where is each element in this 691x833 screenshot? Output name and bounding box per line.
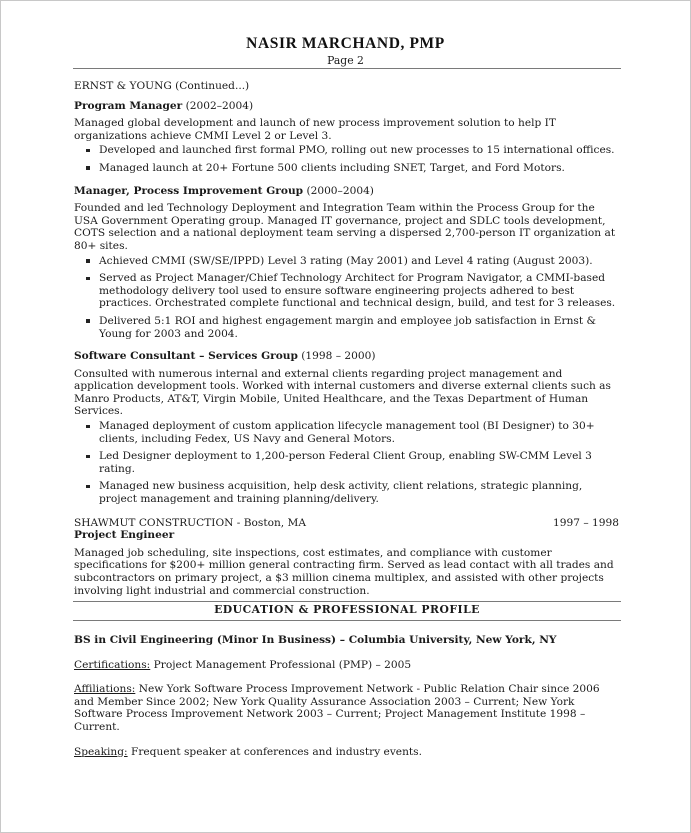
bullet-icon (86, 485, 90, 489)
job-dates: (2000–2004) (306, 184, 374, 197)
job-dates: (1998 – 2000) (301, 350, 376, 363)
job-title: Software Consultant – Services Group (74, 350, 298, 363)
job-description: Managed job scheduling, site inspections, cost estimates, and compliance with customer specifications for $200+ million general contracting firm. Served as lead contact with all trades and subcontractors on primary project, a $3 million cinema multiplex, and assisted with other projects involving light industrial and commercial construction. (74, 546, 614, 597)
job-description: Consulted with numerous internal and external clients regarding project management and application development tools. Worked with internal customers and diverse external clients such as Manro Products, AT&T, Virgin Mobile, United Healthcare, and the Texas Department of Human Services. (74, 367, 611, 418)
bullet-icon (86, 259, 90, 263)
speaking: Speaking: Frequent speaker at conferences and industry events. (74, 745, 422, 758)
job-process-improvement-heading (74, 185, 619, 198)
bullet-icon (86, 149, 90, 153)
list-item: Managed new business acquisition, help desk activity, client relations, strategic planning, project management and training planning/delivery. (74, 480, 619, 505)
experience-section (74, 80, 619, 597)
bullet-icon (86, 277, 90, 281)
job-program-manager-heading (74, 100, 619, 113)
bullet-icon (86, 425, 90, 429)
affiliations: Affiliations: New York Software Process Improvement Network - Public Relation Chair since 2006 and Member Since 2002; New York Quality Assurance Association 2003 – Current; New York Software Process Improvement Network 2003 – Current; Project Management Institute 1998 – Current. (74, 683, 600, 733)
company-dates: 1997 – 1998 (553, 516, 619, 529)
certifications: Certifications: Project Management Professional (PMP) – 2005 (74, 658, 412, 671)
education-section-title: EDUCATION & PROFESSIONAL PROFILE (214, 603, 480, 616)
affiliations-label: Affiliations: (74, 683, 136, 696)
section-divider (73, 601, 621, 602)
speaking-label: Speaking: (74, 745, 128, 758)
bullet-icon (86, 455, 90, 459)
job-description: Managed global development and launch of new process improvement solution to help IT organizations achieve CMMI Level 2 or Level 3. (74, 117, 556, 142)
education-section (74, 634, 619, 758)
company-shawmut (74, 517, 619, 530)
bullet-list (74, 144, 619, 174)
list-item: Led Designer deployment to 1,200-person Federal Client Group, enabling SW-CMM Level 3 rating. (74, 450, 619, 475)
resume-header (1, 35, 690, 67)
bullet-icon (86, 166, 90, 170)
list-item: Delivered 5:1 ROI and highest engagement margin and employee job satisfaction in Ernst & Young for 2003 and 2004. (74, 315, 619, 340)
certifications-label: Certifications: (74, 658, 151, 671)
list-item: Served as Project Manager/Chief Technology Architect for Program Navigator, a CMMI-based methodology delivery tool used to ensure software engineering projects adhered to best practices. Orchestrated complete functional and technical design, build, and test for 3 releases. (74, 272, 619, 310)
candidate-name: NASIR MARCHAND, PMP (246, 35, 445, 52)
job-title: Project Engineer (74, 529, 175, 542)
header-divider (73, 68, 621, 69)
list-item: Developed and launched first formal PMO, rolling out new processes to 15 international offices. (74, 144, 619, 157)
bullet-list (74, 255, 619, 341)
job-dates: (2002–2004) (185, 99, 254, 112)
list-item: Achieved CMMI (SW/SE/IPPD) Level 3 rating (May 2001) and Level 4 rating (August 2003). (74, 255, 619, 268)
job-title: Program Manager (74, 99, 183, 112)
degree: BS in Civil Engineering (Minor In Business) – Columbia University, New York, NY (74, 634, 557, 646)
list-item: Managed launch at 20+ Fortune 500 clients including SNET, Target, and Ford Motors. (74, 162, 619, 175)
bullet-list (74, 420, 619, 506)
job-description: Founded and led Technology Deployment and Integration Team within the Process Group for the USA Government Operating group. Managed IT governance, project and SDLC tools development, COTS selection and a national deployment team serving a dispersed 2,700-person IT organization at 80+ sites. (74, 202, 616, 252)
job-software-consultant-heading (74, 350, 619, 363)
bullet-icon (86, 319, 90, 323)
section-divider (73, 620, 621, 621)
page-number: Page 2 (327, 54, 364, 67)
list-item: Managed deployment of custom application lifecycle management tool (BI Designer) to 30+ clients, including Fedex, US Navy and General Motors. (74, 420, 619, 445)
company-name: SHAWMUT CONSTRUCTION - Boston, MA (74, 516, 307, 529)
company-ernst-young: ERNST & YOUNG (Continued...) (74, 80, 250, 92)
job-title: Manager, Process Improvement Group (74, 184, 304, 197)
